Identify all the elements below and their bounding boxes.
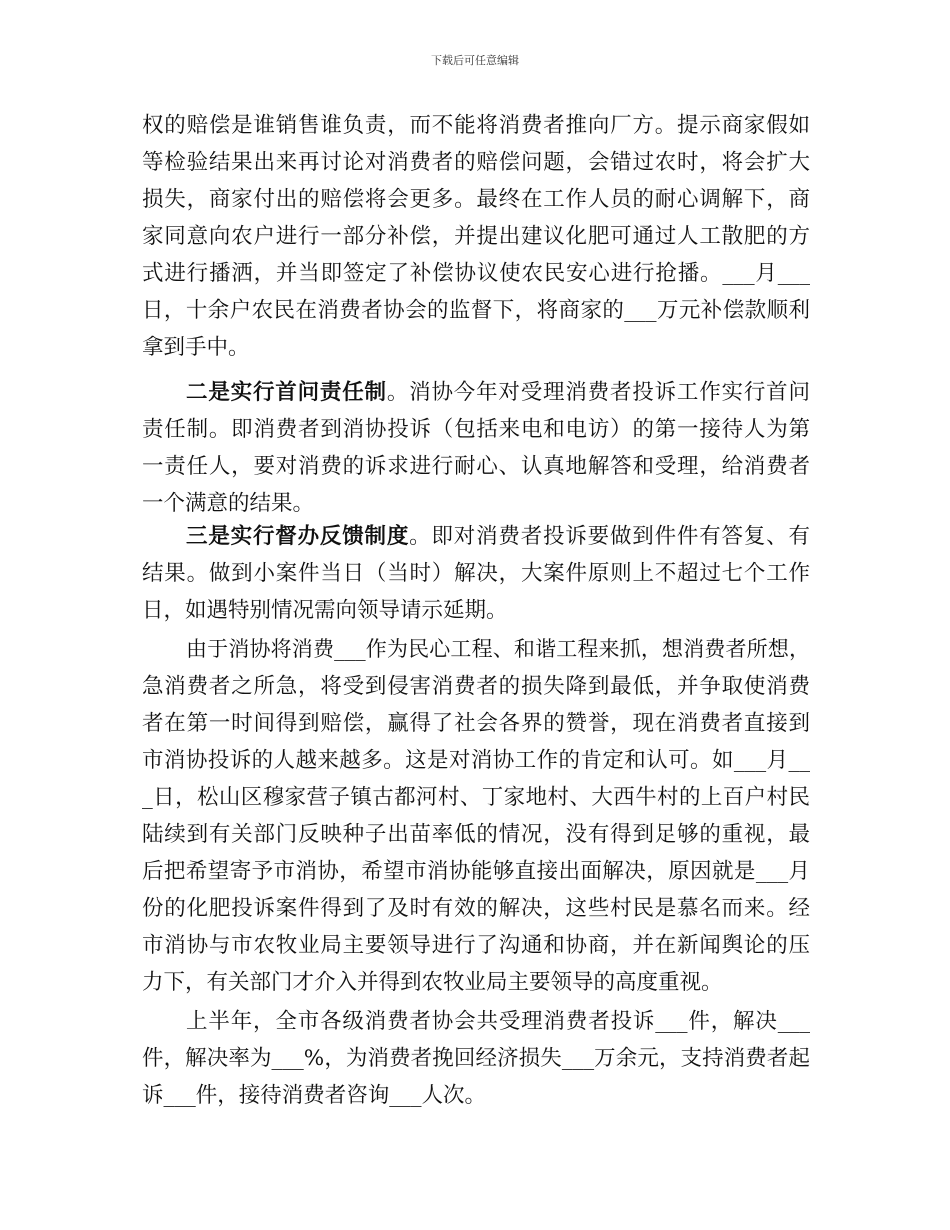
text-line-15: 由于消协将消费___作为民心工程、和谐工程来抓，想消费者所想， (186, 637, 810, 661)
text-line-14: 日，如遇特别情况需向领导请示延期。 (142, 598, 508, 623)
text-line-16: 急消费者之所急，将受到侵害消费者的损失降到最低，并争取使消费 (142, 674, 810, 699)
text-line-25: 上半年，全市各级消费者协会共受理消费者投诉___件，解决___ (186, 1009, 810, 1034)
text-line-19: _日，松山区穆家营子镇古都河村、丁家地村、大西牛村的上百户村民 (142, 785, 810, 810)
text-line-17: 者在第一时间得到赔偿，赢得了社会各界的赞誉，现在消费者直接到 (142, 711, 810, 736)
text-line-9: 责任制。即消费者到消协投诉（包括来电和电访）的第一接待人为第 (142, 417, 810, 442)
text-line-23: 市消协与市农牧业局主要领导进行了沟通和协商，并在新闻舆论的压 (142, 933, 810, 958)
text-line-7: 拿到手中。 (142, 335, 250, 360)
text-line-6: 日，十余户农民在消费者协会的监督下，将商家的___万元补偿款顺利 (142, 298, 810, 323)
text-line-18: 市消协投诉的人越来越多。这是对消协工作的肯定和认可。如___月__ (142, 748, 810, 773)
text-line-10: 一责任人，要对消费的诉求进行耐心、认真地解答和受理，给消费者 (142, 454, 810, 479)
text-line-4: 家同意向农户进行一部分补偿，并提出建议化肥可通过人工散肥的方 (142, 224, 810, 249)
text-line-26: 件，解决率为___%，为消费者挽回经济损失___万余元，支持消费者起 (142, 1046, 810, 1071)
text-line-21: 后把希望寄予市消协，希望市消协能够直接出面解决，原因就是___月 (142, 859, 810, 884)
page-header: 下载后可任意编辑 (431, 54, 519, 67)
text-line-22: 份的化肥投诉案件得到了及时有效的解决，这些村民是慕名而来。经 (142, 896, 810, 921)
text-line-12: 。即对消费者投诉要做到件件有答复、有 (409, 524, 810, 549)
paragraph-first-inquiry (186, 374, 810, 411)
heading-supervision: 三是实行督办反馈制度 (186, 524, 410, 549)
text-line-11: 一个满意的结果。 (142, 491, 315, 516)
text-line-1: 权的赔偿是谁销售谁负责，而不能将消费者推向厂方。提示商家假如 (142, 113, 810, 138)
text-line-5: 式进行播洒，并当即签定了补偿协议使农民安心进行抢播。___月___ (142, 261, 810, 286)
heading-first-inquiry: 二是实行首问责任制 (186, 380, 387, 405)
text-line-2: 等检验结果出来再讨论对消费者的赔偿问题，会错过农时，将会扩大 (142, 150, 810, 175)
text-line-8: 。消协今年对受理消费者投诉工作实行首问 (386, 380, 810, 405)
text-line-24: 力下，有关部门才介入并得到农牧业局主要领导的高度重视。 (142, 970, 723, 995)
text-line-13: 结果。做到小案件当日（当时）解决，大案件原则上不超过七个工作 (142, 561, 810, 586)
text-line-27: 诉___件，接待消费者咨询___人次。 (142, 1083, 487, 1108)
text-line-20: 陆续到有关部门反映种子出苗率低的情况，没有得到足够的重视，最 (142, 822, 810, 847)
paragraph-supervision (186, 518, 810, 555)
text-line-3: 损失，商家付出的赔偿将会更多。最终在工作人员的耐心调解下，商 (142, 187, 810, 212)
